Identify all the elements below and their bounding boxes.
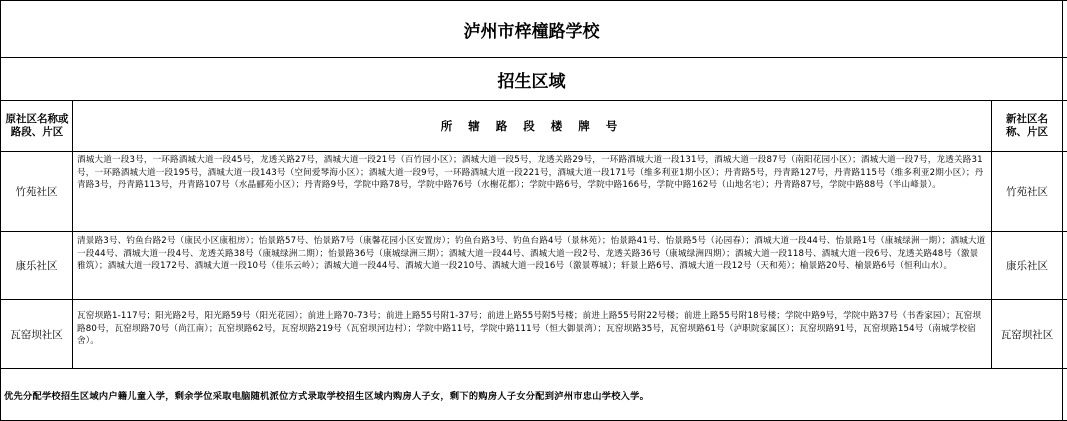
header-roads: 所 辖 路 段 楼 牌 号: [440, 119, 624, 133]
row-roads: 清景路3号、钓鱼台路2号（康民小区康租房）；怡景路57号、怡景路7号（康馨花园小区安置房）；钓鱼台路3号、钓鱼台路4号（景林苑）；怡景路41号、怡景路5号（沁园春）；酒城大道一段44号、怡景路1号（康城绿洲一期）；酒城大道一段44号、酒城大道一段4号、龙透关路38号（康城绿洲二期）；怡景路36号（康城绿洲三期）；酒城大道一段44号、酒城大道一段2号、龙透关路36号（康城绿洲四期）；酒城大道一段118号、酒城大道一段6号、龙透关路48号（激景雅筑）；酒城大道一段172号、酒城大道一段10号（佳乐云岭）；酒城大道一段44号、酒城大道一段210号、酒城大道一段16号（激景尊城）；轩景上路6号、酒城大道一段12号（天和苑）；榆景路20号、榆景路6号（恒利山水）。: [77, 236, 986, 272]
header-original-community: 原社区名称或路段、片区: [5, 113, 69, 138]
row-new-community: 瓦窑坝社区: [1000, 328, 1054, 341]
section-title: 招生区域: [497, 71, 566, 92]
row-roads: 瓦窑坝路1-117号；阳光路2号，阳光路59号（阳光花园）；前进上路70-73号；前进上路55号附1-37号；前进上路55号附5号楼；前进上路55号附22号楼；前进上路55号附18号楼；学院中路9号，学院中路37号（书香家园）；瓦窑坝路80号，瓦窑坝路70号（尚江南）；瓦窑坝路62号，瓦窑坝路219号（瓦窑坝河边村）；学院中路11号，学院中路111号（恒大御景湾）；瓦窑坝路35号，瓦窑坝路61号（泸职院家属区）；瓦窑坝路91号，瓦窑坝路154号（南城学校宿舍）。: [77, 311, 982, 347]
row-new-community: 康乐社区: [1006, 260, 1048, 272]
school-name: 泸州市梓橦路学校: [463, 21, 600, 42]
row-roads: 酒城大道一段3号，一环路酒城大道一段45号，龙透关路27号，酒城大道一段21号（百竹园小区）；酒城大道一段5号，龙透关路29号，一环路酒城大道一段131号，酒城大道一段87号（南阳花园小区）；酒城大道一段7号，龙透关路31号，一环路酒城大道一段195号，酒城大道一段143号（空间爱琴海小区）；酒城大道一段9号，一环路酒城大道一段221号，酒城大道一段171号（维多利亚1期小区）；丹青路5号，丹青路127号，丹青路115号（维多利亚2期小区）；丹青路3号，丹青路113号，丹青路107号（水晶郦苑小区）；丹青路9号，学院中路78号，学院中路76号（水榭花都）；学院中路6号，学院中路166号，学院中路162号（山地名宅）；丹青路87号，学院中路88号（半山峰景）。: [77, 155, 984, 191]
row-original-community: 康乐社区: [15, 260, 58, 272]
header-new-community: 新社区名称、片区: [1006, 113, 1048, 138]
grid-line: [1062, 0, 1063, 421]
row-original-community: 竹苑社区: [15, 186, 58, 198]
row-original-community: 瓦窑坝社区: [10, 328, 63, 341]
row-new-community: 竹苑社区: [1006, 186, 1048, 198]
footer-note: 优先分配学校招生区域内户籍儿童入学，剩余学位采取电脑随机派位方式录取学校招生区域内购房人子女，剩下的购房人子女分配到泸州市忠山学校入学。: [4, 390, 650, 402]
